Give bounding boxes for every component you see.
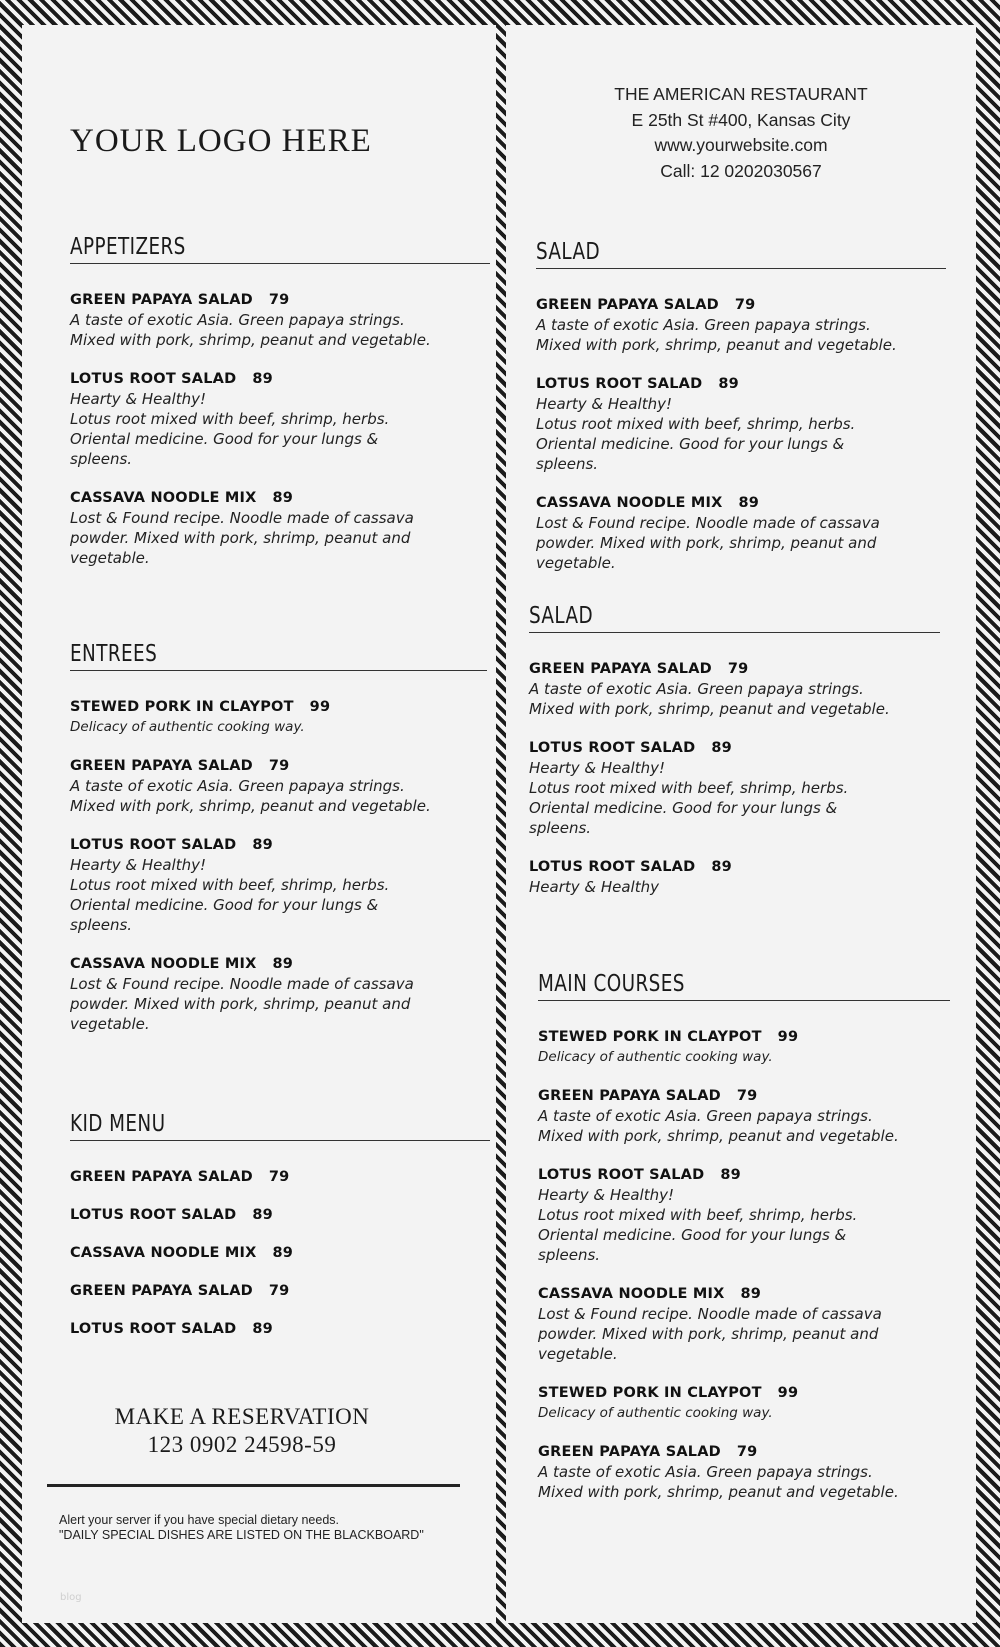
section-title: SALAD	[536, 239, 601, 265]
menu-item-name: LOTUS ROOT SALAD	[70, 1207, 237, 1223]
menu-item-name: GREEN PAPAYA SALAD	[538, 1088, 721, 1104]
section-divider	[70, 263, 490, 264]
menu-item-name: LOTUS ROOT SALAD	[529, 859, 696, 875]
menu-item-description: Oriental medicine. Good for your lungs &	[529, 799, 838, 817]
menu-item-price: 89	[738, 495, 760, 511]
menu-item-header	[70, 835, 487, 855]
menu-item-description: Delicacy of authentic cooking way.	[538, 1049, 773, 1065]
menu-item	[70, 1205, 490, 1225]
menu-item-header	[70, 290, 490, 310]
menu-item-description: Lotus root mixed with beef, shrimp, herbs.	[70, 410, 390, 428]
menu-item-price: 99	[777, 1385, 799, 1401]
menu-item	[70, 1243, 490, 1263]
menu-item-description: Mixed with pork, shrimp, peanut and vegetable.	[536, 336, 897, 354]
menu-item-description: Hearty & Healthy!	[538, 1186, 675, 1204]
menu-item-price: 89	[740, 1286, 762, 1302]
menu-item-header	[70, 488, 490, 508]
menu-item-description: Mixed with pork, shrimp, peanut and vegetable.	[538, 1483, 899, 1501]
menu-item-header	[70, 756, 487, 776]
menu-item	[70, 290, 490, 350]
menu-item-name: LOTUS ROOT SALAD	[529, 740, 696, 756]
menu-item-description: Lotus root mixed with beef, shrimp, herbs.	[538, 1206, 858, 1224]
menu-item-header	[529, 857, 940, 877]
menu-item-header	[70, 1205, 490, 1225]
menu-item	[536, 295, 946, 355]
menu-item-name: CASSAVA NOODLE MIX	[536, 495, 723, 511]
menu-item-price: 89	[252, 1321, 273, 1337]
menu-item-header	[529, 659, 940, 679]
menu-item-description: Lotus root mixed with beef, shrimp, herbs.	[70, 876, 390, 894]
logo-placeholder: YOUR LOGO HERE	[70, 123, 372, 159]
menu-item-description: Hearty & Healthy	[529, 878, 659, 896]
restaurant-name: THE AMERICAN RESTAURANT	[614, 84, 868, 104]
menu-item	[70, 1167, 490, 1187]
menu-item-description: spleens.	[70, 916, 133, 934]
menu-item-name: LOTUS ROOT SALAD	[536, 376, 703, 392]
menu-item	[70, 369, 490, 469]
menu-item-name: GREEN PAPAYA SALAD	[70, 758, 253, 774]
menu-item-header	[70, 1281, 490, 1301]
menu-item-header	[70, 1319, 490, 1339]
menu-item-header	[70, 1243, 490, 1263]
menu-item-header	[538, 1165, 950, 1185]
menu-item-description: Lost & Found recipe. Noodle made of cassava	[70, 975, 414, 993]
menu-item-header	[536, 493, 946, 513]
menu-item-price: 79	[268, 1169, 290, 1185]
menu-item-description: spleens.	[70, 450, 133, 468]
menu-item-description: spleens.	[529, 819, 592, 837]
menu-item-description: powder. Mixed with pork, shrimp, peanut and	[536, 534, 877, 552]
menu-item-name: GREEN PAPAYA SALAD	[70, 1169, 253, 1185]
menu-item-description: spleens.	[536, 455, 599, 473]
section-title: ENTREES	[70, 641, 158, 667]
menu-item	[70, 488, 490, 568]
menu-item-header	[538, 1086, 950, 1106]
section-divider	[529, 632, 940, 633]
watermark-text: blog	[60, 1592, 82, 1603]
menu-item-description: Delicacy of authentic cooking way.	[70, 719, 305, 735]
section-salad-1	[536, 236, 946, 592]
menu-item-name: LOTUS ROOT SALAD	[70, 371, 237, 387]
section-salad-2	[529, 600, 940, 916]
section-divider	[536, 268, 946, 269]
menu-item-description: Hearty & Healthy!	[70, 856, 207, 874]
menu-item-name: STEWED PORK IN CLAYPOT	[538, 1385, 762, 1401]
section-divider	[70, 1140, 490, 1141]
menu-item-header	[538, 1442, 950, 1462]
menu-item	[538, 1027, 950, 1067]
menu-item-price: 99	[309, 699, 331, 715]
menu-item	[70, 756, 487, 816]
menu-item-price: 79	[268, 758, 290, 774]
menu-item	[538, 1086, 950, 1146]
menu-item-name: GREEN PAPAYA SALAD	[70, 1283, 253, 1299]
menu-item-description: Mixed with pork, shrimp, peanut and vegetable.	[70, 797, 431, 815]
menu-item	[538, 1383, 950, 1423]
section-title: APPETIZERS	[70, 234, 186, 260]
menu-item-name: GREEN PAPAYA SALAD	[529, 661, 712, 677]
menu-item-name: CASSAVA NOODLE MIX	[538, 1286, 725, 1302]
menu-item-name: STEWED PORK IN CLAYPOT	[70, 699, 294, 715]
reservation-block	[22, 1403, 462, 1459]
menu-item-description: Hearty & Healthy!	[70, 390, 207, 408]
menu-item-name: LOTUS ROOT SALAD	[538, 1167, 705, 1183]
menu-item-description: Lost & Found recipe. Noodle made of cassava	[536, 514, 880, 532]
menu-item-description: A taste of exotic Asia. Green papaya strings.	[536, 316, 871, 334]
menu-item-price: 99	[777, 1029, 799, 1045]
menu-item-description: vegetable.	[70, 1015, 150, 1033]
section-appetizers	[70, 231, 490, 587]
menu-item-description: Oriental medicine. Good for your lungs &	[70, 896, 379, 914]
menu-item-description: powder. Mixed with pork, shrimp, peanut and	[70, 529, 411, 547]
menu-item-description: Oriental medicine. Good for your lungs &	[536, 435, 845, 453]
left-menu-panel	[22, 25, 496, 1623]
menu-item	[70, 697, 487, 737]
section-main-courses	[538, 968, 950, 1521]
reservation-title: MAKE A RESERVATION	[114, 1404, 370, 1429]
menu-item-header	[538, 1284, 950, 1304]
menu-item-name: LOTUS ROOT SALAD	[70, 837, 237, 853]
menu-item-header	[536, 374, 946, 394]
menu-item-header	[70, 954, 487, 974]
menu-item-price: 79	[268, 1283, 290, 1299]
section-title: MAIN COURSES	[538, 971, 685, 997]
menu-item-description: Delicacy of authentic cooking way.	[538, 1405, 773, 1421]
menu-item-description: spleens.	[538, 1246, 601, 1264]
menu-item-header	[536, 295, 946, 315]
reservation-phone: 123 0902 24598-59	[147, 1432, 337, 1457]
menu-item-description: A taste of exotic Asia. Green papaya strings.	[538, 1107, 873, 1125]
menu-item	[70, 1319, 490, 1339]
menu-item-description: Oriental medicine. Good for your lungs &	[538, 1226, 847, 1244]
menu-item-description: powder. Mixed with pork, shrimp, peanut and	[538, 1325, 879, 1343]
menu-item	[538, 1442, 950, 1502]
menu-item-name: GREEN PAPAYA SALAD	[70, 292, 253, 308]
restaurant-info	[506, 82, 976, 184]
dietary-note: Alert your server if you have special dietary needs.	[59, 1513, 339, 1527]
menu-item-description: Lost & Found recipe. Noodle made of cassava	[70, 509, 414, 527]
menu-item-name: LOTUS ROOT SALAD	[70, 1321, 237, 1337]
menu-item-price: 79	[268, 292, 290, 308]
menu-item-description: Mixed with pork, shrimp, peanut and vegetable.	[70, 331, 431, 349]
right-menu-panel	[506, 25, 976, 1623]
menu-item-name: GREEN PAPAYA SALAD	[538, 1444, 721, 1460]
menu-item-header	[70, 369, 490, 389]
menu-item	[70, 835, 487, 935]
menu-item-description: Lotus root mixed with beef, shrimp, herbs.	[529, 779, 849, 797]
menu-item	[529, 738, 940, 838]
menu-item-price: 89	[272, 1245, 294, 1261]
menu-item-description: Lotus root mixed with beef, shrimp, herbs.	[536, 415, 856, 433]
menu-item-description: Mixed with pork, shrimp, peanut and vegetable.	[529, 700, 890, 718]
menu-item-header	[538, 1383, 950, 1403]
menu-item-name: STEWED PORK IN CLAYPOT	[538, 1029, 762, 1045]
menu-item-price: 89	[252, 371, 273, 387]
menu-item	[529, 857, 940, 897]
menu-item-header	[538, 1027, 950, 1047]
menu-item	[536, 374, 946, 474]
footer-note	[59, 1513, 424, 1543]
menu-item-price: 79	[727, 661, 749, 677]
menu-item-description: powder. Mixed with pork, shrimp, peanut and	[70, 995, 411, 1013]
menu-item-description: A taste of exotic Asia. Green papaya strings.	[538, 1463, 873, 1481]
menu-item-name: CASSAVA NOODLE MIX	[70, 1245, 257, 1261]
menu-item-price: 89	[252, 1207, 273, 1223]
section-divider	[538, 1000, 950, 1001]
menu-item-description: Lost & Found recipe. Noodle made of cassava	[538, 1305, 882, 1323]
menu-item-header	[70, 697, 487, 717]
section-entrees	[70, 638, 487, 1053]
menu-item	[538, 1165, 950, 1265]
menu-item	[538, 1284, 950, 1364]
menu-item-price: 89	[252, 837, 273, 853]
menu-item-name: CASSAVA NOODLE MIX	[70, 956, 257, 972]
menu-item-description: vegetable.	[70, 549, 150, 567]
menu-item-price: 79	[734, 297, 756, 313]
menu-item	[70, 1281, 490, 1301]
menu-item-name: GREEN PAPAYA SALAD	[536, 297, 719, 313]
restaurant-website: www.yourwebsite.com	[654, 135, 828, 155]
menu-item-price: 89	[711, 740, 732, 756]
menu-item-price: 79	[736, 1088, 758, 1104]
menu-item-price: 89	[720, 1167, 741, 1183]
restaurant-address: E 25th St #400, Kansas City	[631, 109, 851, 130]
menu-item-description: Oriental medicine. Good for your lungs &	[70, 430, 379, 448]
menu-item-name: CASSAVA NOODLE MIX	[70, 490, 257, 506]
menu-item	[70, 954, 487, 1034]
menu-item-price: 89	[718, 376, 739, 392]
menu-item-header	[70, 1167, 490, 1187]
menu-item-price: 79	[736, 1444, 758, 1460]
footer-divider	[47, 1484, 460, 1487]
menu-item	[529, 659, 940, 719]
menu-item-description: A taste of exotic Asia. Green papaya strings.	[529, 680, 864, 698]
section-title: SALAD	[529, 603, 594, 629]
restaurant-phone: Call: 12 0202030567	[660, 160, 822, 181]
menu-item-description: A taste of exotic Asia. Green papaya strings.	[70, 777, 405, 795]
menu-item-description: vegetable.	[536, 554, 616, 572]
menu-item-description: vegetable.	[538, 1345, 618, 1363]
section-kid-menu	[70, 1108, 490, 1357]
section-divider	[70, 670, 487, 671]
menu-item-description: A taste of exotic Asia. Green papaya strings.	[70, 311, 405, 329]
menu-item-description: Hearty & Healthy!	[536, 395, 673, 413]
menu-item-description: Mixed with pork, shrimp, peanut and vegetable.	[538, 1127, 899, 1145]
menu-item-header	[529, 738, 940, 758]
menu-item-price: 89	[272, 490, 294, 506]
section-title: KID MENU	[70, 1111, 166, 1137]
daily-special-note: "DAILY SPECIAL DISHES ARE LISTED ON THE BLACKBOARD"	[59, 1528, 424, 1542]
menu-item-price: 89	[711, 859, 732, 875]
menu-item-price: 89	[272, 956, 294, 972]
menu-item-description: Hearty & Healthy!	[529, 759, 666, 777]
menu-item	[536, 493, 946, 573]
